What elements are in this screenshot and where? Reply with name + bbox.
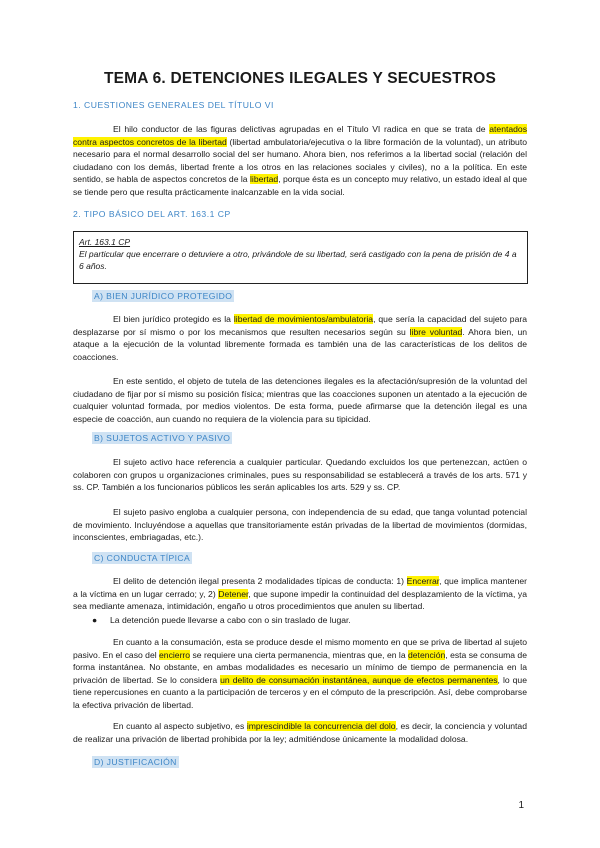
subsection-a-paragraph-2: En este sentido, el objeto de tutela de las detenciones ilegales es la afectación/supresión de la voluntad del ciudadano de fijar por sí mismo su posición física; mientras que las coacciones suponen un atentado a la ejecución de cualquier voluntad formada, por medios violentos. De esta forma, puede afirmarse que la detención ilegal es una especie de coacción, aun cuando no requiera de la violencia para su tipicidad.: [73, 376, 527, 424]
subsection-b-paragraph-1: El sujeto activo hace referencia a cualquier particular. Quedando excluidos los que pertenezcan, actúen o colaboren con grupos u organizaciones criminales, pues su responsabilidad se establecerá a través de los arts. 571 y ss. CP. También a los funcionarios públicos les serán aplicables los arts. 529 y ss. CP.: [73, 457, 527, 493]
subsection-c-paragraph-2: En cuanto a la consumación, esta se produce desde el mismo momento en que se priva de libertad al sujeto pasivo. En el caso del encierro se requiere una cierta permanencia, mientras que, en la detención, esta se consuma de forma instantánea. No obstante, en ambas modalidades es necesario un mínimo de tiempo de permanencia en la privación de libertad. Se lo considera un delito de consumación instantánea, aunque de efectos permanentes, lo que tiene repercusiones en cuanto a la participación de terceros y en el cómputo de la prescripción. Así, debe comprobarse la efectiva privación de libertad.: [73, 637, 527, 710]
page-title: TEMA 6. DETENCIONES ILEGALES Y SECUESTROS: [103, 70, 497, 87]
subsection-b-paragraph-2: El sujeto pasivo engloba a cualquier persona, con independencia de su edad, que tanga voluntad potencial de movimiento. Incluyéndose a aquellas que transitoriamente están privadas de la libertad de movimientos (dormidas, inconscientes, embriagadas, etc.).: [73, 507, 527, 543]
highlight: imprescindible la concurrencia del dolo: [246, 721, 396, 731]
subsection-a-heading: A) BIEN JURÍDICO PROTEGIDO: [94, 291, 233, 301]
highlight: libre voluntad: [409, 326, 463, 337]
subsection-c-paragraph-3: En cuanto al aspecto subjetivo, es imprescindible la concurrencia del dolo, es decir, la conciencia y voluntad de realizar una privación de libertad prohibida por la ley; admitiéndose únicamente la modalidad dolosa.: [73, 721, 527, 744]
section-1-heading: 1. CUESTIONES GENERALES DEL TÍTULO VI: [73, 100, 274, 110]
law-article-box: [73, 231, 528, 284]
page-number: 1: [518, 800, 524, 811]
highlight: libertad de movimientos/ambulatoria: [233, 314, 374, 324]
law-article-text: El particular que encerrare o detuviere a otro, privándole de su libertad, será castigado con la pena de prisión de 4 a 6 años.: [79, 249, 517, 271]
law-article-ref: Art. 163.1 CP: [79, 237, 131, 247]
bullet-item: ● La detención puede llevarse a cabo con o sin traslado de lugar.: [92, 615, 351, 625]
highlight: un delito de consumación instantánea, aunque de efectos permanentes: [220, 674, 498, 685]
highlight: libertad: [250, 174, 279, 185]
bullet-dot-icon: ●: [92, 615, 98, 625]
highlight: atentados contra aspectos concretos de la libertad: [73, 124, 527, 147]
section-2-heading: 2. TIPO BÁSICO DEL ART. 163.1 CP: [73, 209, 231, 219]
highlight: Encerrar: [406, 576, 440, 586]
highlight: Detener: [218, 588, 249, 599]
highlight: encierro: [159, 649, 191, 660]
subsection-a-paragraph-1: El bien jurídico protegido es la libertad de movimientos/ambulatoria, que sería la capacidad del sujeto para desplazarse por sí mismo o por los mecanismos que resulten necesarios según su libre voluntad. Ahora bien, un ataque a la ejecución de la voluntad libremente formada es también una de las características de los delitos de coacciones.: [73, 314, 527, 362]
subsection-b-heading: B) SUJETOS ACTIVO Y PASIVO: [94, 433, 231, 443]
subsection-c-heading: C) CONDUCTA TÍPICA: [94, 553, 191, 563]
subsection-c-paragraph-1: El delito de detención ilegal presenta 2 modalidades típicas de conducta: 1) Encerrar, que implica mantener a la víctima en un lugar cerrado; y, 2) Detener, que supone impedir la continuidad del desplazamiento de la víctima, ya sea mediante amenaza, intimidación, engaño u otros procedimientos que anulen su libertad.: [73, 576, 527, 612]
subsection-d-heading: D) JUSTIFICACIÓN: [94, 757, 177, 767]
highlight: detención: [408, 649, 446, 660]
section-1-paragraph: El hilo conductor de las figuras delictivas agrupadas en el Título VI radica en que se trata de atentados contra aspectos concretos de la libertad (libertad ambulatoria/ejecutiva o la libre formación de la voluntad), un atributo necesario para el normal desarrollo social del ser humano. Ahora bien, nos referimos a la libertad social (relación del ciudadano con los demás, libertad frente a los otros en las relaciones sociales y civiles), no a la política. En este sentido, se habla de aspectos concretos de la libertad, porque ésta es un concepto muy relativo, un estado ideal al que se tiende pero que resulta prácticamente inalcanzable en la vida social.: [73, 124, 527, 197]
